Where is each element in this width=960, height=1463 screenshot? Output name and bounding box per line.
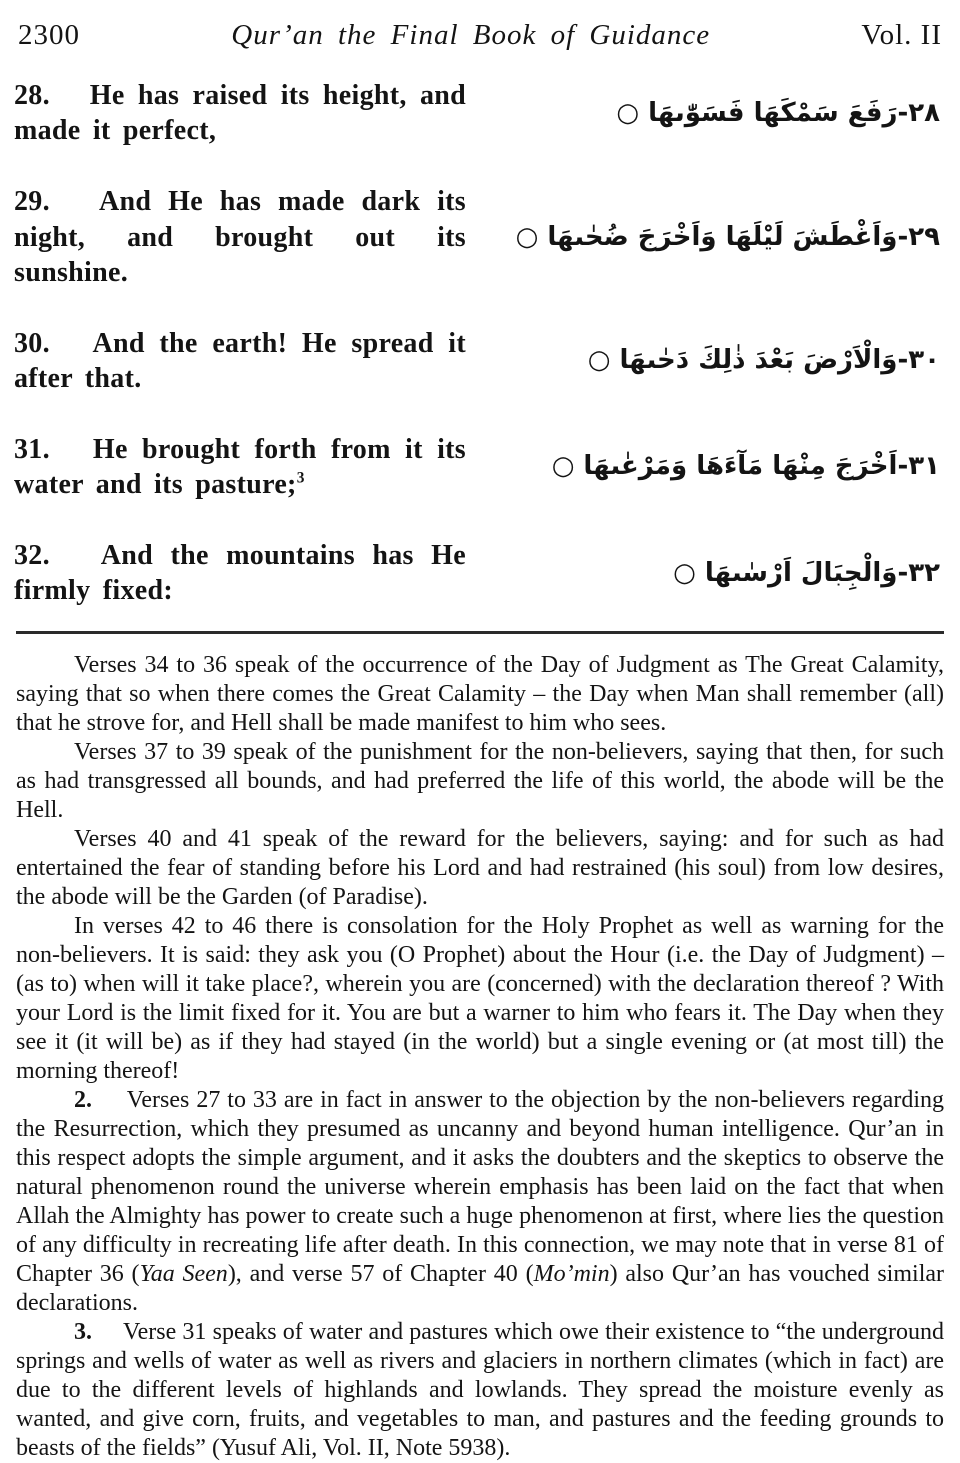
text-segment: Yaa Seen: [139, 1260, 228, 1287]
verse-arabic-text: ٣١-اَخْرَجَ مِنْهَا مَآءَهَا وَمَرْعٰىهَا ○: [551, 451, 940, 482]
text-segment: 3.: [74, 1318, 92, 1345]
text-segment: Verses 40 and 41 speak of the reward for the believers, saying: and for such as had entertained the fear of standing before his Lord and had restrained (his soul) from low desires, the abode will be the Garden (of Paradise).: [16, 825, 944, 910]
page-number: 2300: [18, 19, 80, 51]
verse-english-text: [14, 326, 466, 397]
verse-row-29: [14, 184, 946, 291]
commentary-paragraph-2: [16, 738, 944, 825]
commentary-paragraph-4: [16, 912, 944, 1086]
verse-english-text: [14, 538, 466, 609]
text-segment: 3: [296, 469, 305, 487]
text-segment: ) also Qur’an has vouched similar declarations.: [16, 1260, 945, 1316]
text-segment: Verses 34 to 36 speak of the occurrence of the Day of Judgment as The Great Calamity, saying that so when there comes the Great Calamity – the Day when Man shall remember (all) that he strove for, and Hell shall be made manifest to him who sees.: [16, 651, 944, 736]
commentary-paragraph-5: [16, 1086, 944, 1318]
volume-label: Vol. II: [861, 19, 942, 51]
verse-row-31: [14, 432, 946, 503]
text-segment: 32. And the mountains has He firmly fixed:: [14, 539, 466, 607]
verse-english-text: [14, 432, 466, 503]
text-segment: 2.: [74, 1086, 92, 1113]
verse-english-text: [14, 184, 466, 291]
verses-section: [14, 78, 946, 609]
text-segment: Mo’min: [533, 1260, 610, 1287]
commentary-paragraph-1: [16, 651, 944, 738]
text-segment: Verses 37 to 39 speak of the punishment for the non-believers, saying that then, for such as had transgressed all bounds, and had preferred the life of this world, the abode will be the Hell.: [16, 738, 944, 823]
text-segment: In verses 42 to 46 there is consolation for the Holy Prophet as well as warning for the non-believers. It is said: they ask you (O Prophet) about the Hour (i.e. the Day of Judgment) – (as to) when will it take place?, wherein you are (concerned) with the declaration thereof ? With your Lord is the limit fixed for it. You are but a warner to him who fears it. The Day when they see it (it will be) as if they had stayed (in the world) but a single evening or (at most till) the morning thereof!: [16, 912, 944, 1084]
verse-arabic-text: ٢٩-وَاَغْطَشَ لَيْلَهَا وَاَخْرَجَ ضُحٰىهَا ○: [515, 221, 940, 252]
verse-row-28: [14, 78, 946, 149]
commentary-paragraph-6: [16, 1318, 944, 1463]
verse-arabic-text: ٣٠-وَالْاَرْضَ بَعْدَ ذٰلِكَ دَحٰىهَا ○: [587, 345, 940, 376]
text-segment: 30. And the earth! He spread it after that.: [14, 327, 466, 395]
text-segment: 28. He has raised its height, and made it perfect,: [14, 79, 466, 147]
page-header: [14, 14, 946, 52]
text-segment: 31. He brought forth from it its water and its pasture;: [14, 433, 466, 501]
verse-row-32: [14, 538, 946, 609]
commentary-paragraph-3: [16, 825, 944, 912]
verse-arabic-text: ٣٢-وَالْجِبَالَ اَرْسٰىهَا ○: [673, 557, 940, 588]
text-segment: Verses 27 to 33 are in fact in answer to the objection by the non-believers regarding the Resurrection, which they presumed as uncanny and beyond human intelligence. Qur’an in this respect adopts the simple argument, and it asks the doubters and the skeptics to observe the natural phenomenon round the universe wherein emphasis has been laid on the fact that when Allah the Almighty has power to create such a huge phenomenon at first, where lies the question of any difficulty in recreating life after death. In this connection, we may note that in verse 81 of Chapter 36 (: [16, 1086, 944, 1287]
book-title: Qur’an the Final Book of Guidance: [231, 19, 711, 51]
verse-row-30: [14, 326, 946, 397]
commentary-section: [14, 651, 946, 1463]
verse-arabic-text: ٢٨-رَفَعَ سَمْكَهَا فَسَوّٰىهَا ○: [616, 97, 940, 128]
text-segment: 29. And He has made dark its night, and brought out its sunshine.: [14, 185, 466, 289]
section-divider: [16, 631, 944, 634]
verse-english-text: [14, 78, 466, 149]
text-segment: Verse 31 speaks of water and pastures which owe their existence to “the underground springs and wells of water as well as rivers and glaciers in northern climates (which in fact) are due to the different levels of highlands and lowlands. They spread the moisture evenly as wanted, and give corn, fruits, and vegetables to man, and pastures and the feeding grounds to beasts of the fields” (Yusuf Ali, Vol. II, Note 5938).: [16, 1318, 944, 1461]
text-segment: ), and verse 57 of Chapter 40 (: [227, 1260, 534, 1287]
